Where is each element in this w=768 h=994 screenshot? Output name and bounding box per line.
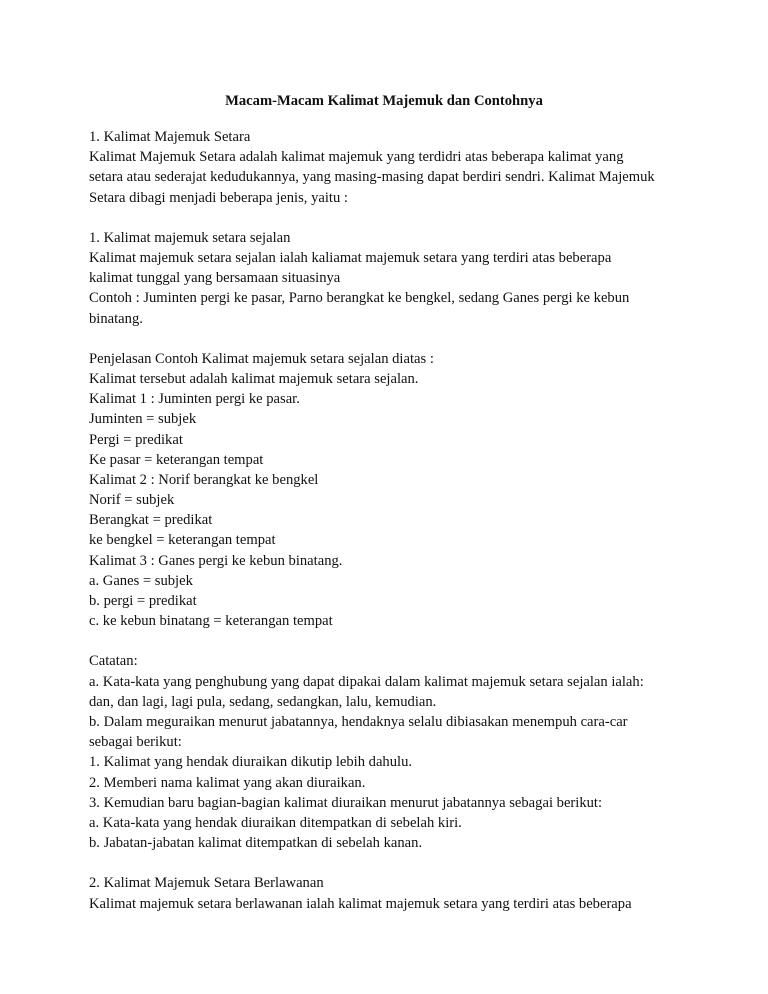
text-line: Kalimat tersebut adalah kalimat majemuk setara sejalan. — [89, 371, 419, 388]
paragraph-spacer — [89, 853, 739, 873]
text-line: 2. Memberi nama kalimat yang akan diuraikan. — [89, 774, 366, 791]
text-line: Catatan: — [89, 653, 138, 670]
text-line: a. Ganes = subjek — [89, 572, 193, 589]
text-line: b. Jabatan-jabatan kalimat ditempatkan di sebelah kanan. — [89, 835, 423, 852]
text-line: c. ke kebun binatang = keterangan tempat — [89, 613, 333, 630]
text-line: b. pergi = predikat — [89, 592, 197, 609]
text-line: 1. Kalimat yang hendak diuraikan dikutip lebih dahulu. — [89, 754, 413, 771]
text-line: 3. Kemudian baru bagian-bagian kalimat diuraikan menurut jabatannya sebagai berikut: — [89, 794, 603, 811]
text-line: Norif = subjek — [89, 492, 175, 509]
document-body — [89, 127, 739, 914]
text-line: a. Kata-kata yang hendak diuraikan ditempatkan di sebelah kiri. — [89, 814, 462, 831]
text-line: Kalimat 3 : Ganes pergi ke kebun binatang. — [89, 552, 343, 569]
text-line: setara atau sederajat kedudukannya, yang masing-masing dapat berdiri sendri. Kalimat Majemuk — [89, 169, 655, 186]
text-line: Setara dibagi menjadi beberapa jenis, yaitu : — [89, 189, 348, 206]
text-line: Juminten = subjek — [89, 411, 197, 428]
text-line: ke bengkel = keterangan tempat — [89, 532, 276, 549]
document-title: Macam-Macam Kalimat Majemuk dan Contohnya — [225, 93, 543, 109]
text-line: Kalimat 1 : Juminten pergi ke pasar. — [89, 391, 300, 408]
text-line: a. Kata-kata yang penghubung yang dapat dipakai dalam kalimat majemuk setara sejalan ialah: — [89, 673, 644, 690]
text-line: Berangkat = predikat — [89, 512, 213, 529]
text-line: Kalimat majemuk setara sejalan ialah kaliamat majemuk setara yang terdiri atas beberapa — [89, 250, 612, 267]
paragraph-spacer — [89, 631, 739, 651]
text-line: b. Dalam meguraikan menurut jabatannya, hendaknya selalu dibiasakan menempuh cara-car — [89, 713, 628, 730]
text-line: Kalimat majemuk setara berlawanan ialah kalimat majemuk setara yang terdiri atas beberapa — [89, 895, 632, 912]
paragraph-spacer — [89, 208, 739, 228]
paragraph-spacer — [89, 329, 739, 349]
text-line: dan, dan lagi, lagi pula, sedang, sedangkan, lalu, kemudian. — [89, 693, 437, 710]
text-line: sebagai berikut: — [89, 734, 182, 751]
text-line: Pergi = predikat — [89, 431, 183, 448]
text-line: 2. Kalimat Majemuk Setara Berlawanan — [89, 875, 324, 892]
text-line: kalimat tunggal yang bersamaan situasinya — [89, 270, 341, 287]
text-line: 1. Kalimat majemuk setara sejalan — [89, 229, 291, 246]
text-line: Kalimat 2 : Norif berangkat ke bengkel — [89, 471, 319, 488]
text-line: 1. Kalimat Majemuk Setara — [89, 129, 251, 145]
text-line: Kalimat Majemuk Setara adalah kalimat majemuk yang terdidri atas beberapa kalimat yang — [89, 149, 624, 166]
text-line: Ke pasar = keterangan tempat — [89, 451, 264, 468]
text-line: binatang. — [89, 310, 143, 327]
text-line: Penjelasan Contoh Kalimat majemuk setara sejalan diatas : — [89, 350, 434, 367]
text-line: Contoh : Juminten pergi ke pasar, Parno berangkat ke bengkel, sedang Ganes pergi ke kebun — [89, 290, 630, 307]
